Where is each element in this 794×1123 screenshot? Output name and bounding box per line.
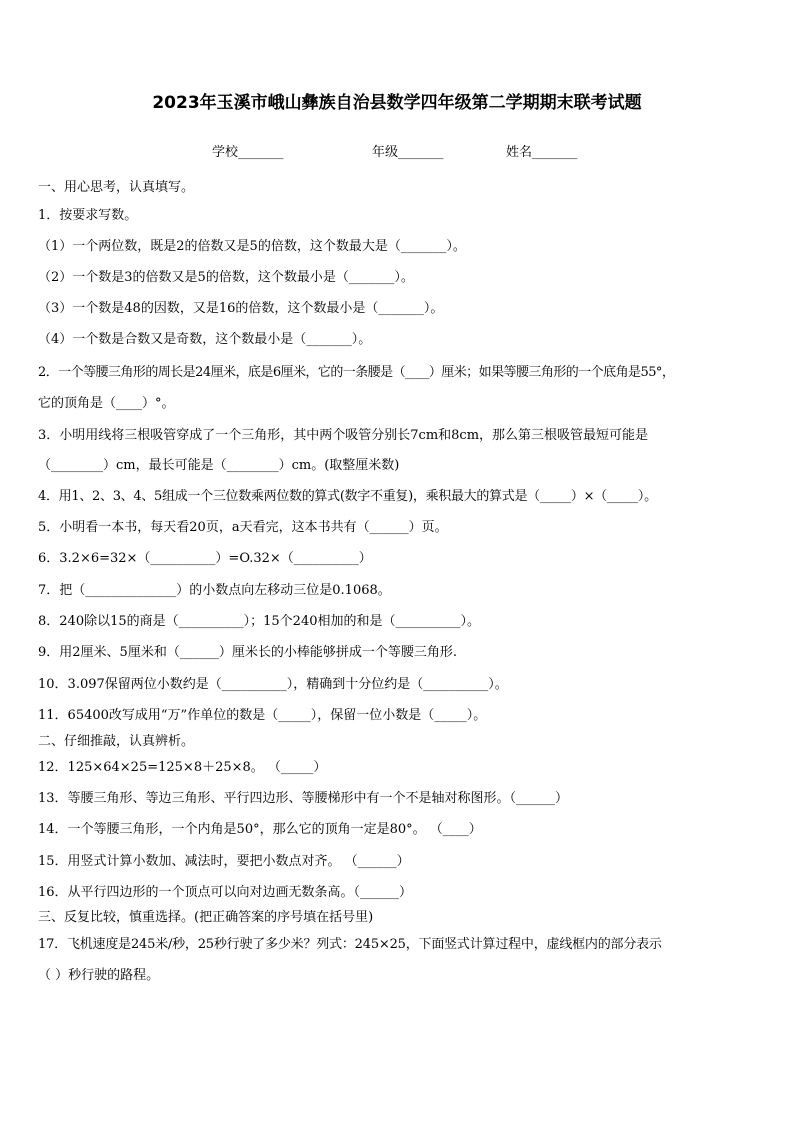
question-1-part-4: （4）一个数是合数又是奇数，这个数最小是（_______）。 — [38, 332, 372, 347]
question-17-line-2: （ ）秒行驶的路程。 — [38, 968, 160, 983]
question-1-part-2: （2）一个数是3的倍数又是5的倍数，这个数最小是（_______）。 — [38, 270, 414, 285]
question-14: 14．一个等腰三角形，一个内角是50°，那么它的顶角一定是80°。 （____） — [38, 822, 482, 837]
question-12: 12．125×64×25=125×8＋25×8。 （_____） — [38, 760, 327, 775]
exam-title: 2023年玉溪市峨山彝族自治县数学四年级第二学期期末联考试题 — [152, 93, 642, 113]
question-6: 6．3.2×6=32×（__________）=O.32×（__________） — [38, 551, 372, 566]
question-13: 13．等腰三角形、等边三角形、平行四边形、等腰梯形中有一个不是轴对称图形。（______） — [38, 791, 569, 806]
question-2-line-2: 它的顶角是（____）°。 — [38, 396, 175, 411]
question-8: 8．240除以15的商是（__________）；15个240相加的和是（__________）。 — [38, 614, 480, 629]
question-17-line-1: 17．飞机速度是245米/秒，25秒行驶了多少米？列式：245×25，下面竖式计算过程中，虚线框内的部分表示 — [38, 937, 662, 952]
school-field: 学校_______ — [212, 145, 284, 160]
question-16: 16．从平行四边形的一个顶点可以向对边画无数条高。（______） — [38, 885, 413, 900]
section-2-heading: 二、仔细推敲，认真辨析。 — [38, 734, 195, 749]
question-3-line-2: （________）cm，最长可能是（________）cm。(取整厘米数) — [38, 458, 400, 473]
question-2-line-1: 2．一个等腰三角形的周长是24厘米，底是6厘米，它的一条腰是（____）厘米；如果等腰三角形的一个底角是55°， — [38, 365, 675, 380]
question-4: 4．用1、2、3、4、5组成一个三位数乘两位数的算式(数字不重复)，乘积最大的算式是（_____）×（_____）。 — [38, 489, 657, 504]
question-11: 11．65400改写成用“万”作单位的数是（_____），保留一位小数是（_____）。 — [38, 708, 487, 723]
question-9: 9．用2厘米、5厘米和（______）厘米长的小棒能够拼成一个等腰三角形. — [38, 645, 457, 660]
section-3-heading: 三、反复比较，慎重选择。(把正确答案的序号填在括号里) — [38, 910, 374, 925]
question-15: 15．用竖式计算小数加、减法时，要把小数点对齐。 （______） — [38, 854, 410, 869]
section-1-heading: 一、用心思考，认真填写。 — [38, 180, 195, 195]
question-1-part-3: （3）一个数是48的因数，又是16的倍数，这个数最小是（_______）。 — [38, 301, 444, 316]
grade-field: 年级_______ — [372, 145, 444, 160]
question-10: 10．3.097保留两位小数约是（__________），精确到十分位约是（__________）。 — [38, 677, 508, 692]
question-5: 5．小明看一本书，每天看20页，a天看完，这本书共有（______）页。 — [38, 520, 448, 535]
question-1: 1．按要求写数。 — [38, 208, 138, 223]
question-7: 7．把（______________）的小数点向左移动三位是0.1068。 — [38, 583, 391, 598]
name-field: 姓名_______ — [506, 145, 578, 160]
question-3-line-1: 3．小明用线将三根吸管穿成了一个三角形，其中两个吸管分别长7cm和8cm，那么第三根吸管最短可能是 — [38, 428, 649, 443]
question-1-part-1: （1）一个两位数，既是2的倍数又是5的倍数，这个数最大是（_______）。 — [38, 239, 466, 254]
